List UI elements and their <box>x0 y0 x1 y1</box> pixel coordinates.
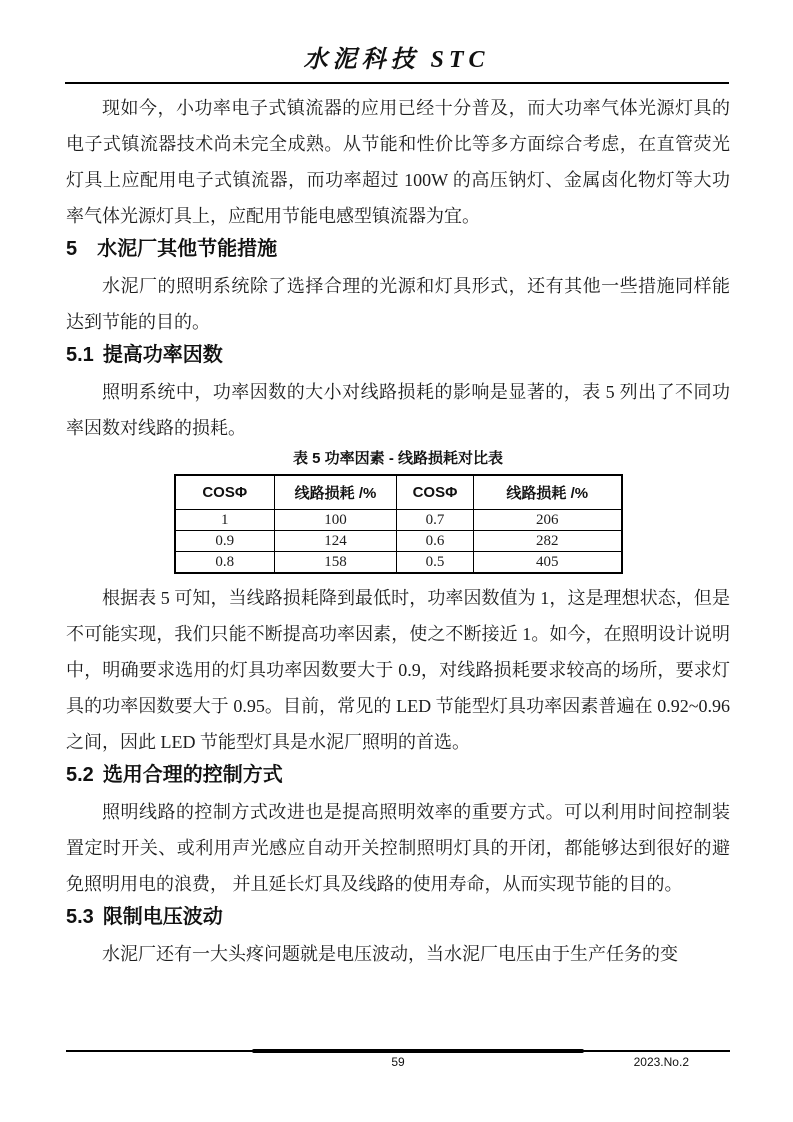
paragraph-power-factor: 照明系统中，功率因数的大小对线路损耗的影响是显著的，表 5 列出了不同功率因数对线路的损耗。 <box>66 382 730 438</box>
footer-rule-bulge <box>252 1049 584 1053</box>
paragraph-voltage-fluctuation: 水泥厂还有一大头疼问题就是电压波动，当水泥厂电压由于生产任务的变 <box>102 944 678 964</box>
table-cell: 206 <box>474 510 622 531</box>
section-heading-5-2 <box>66 760 730 790</box>
header-rule <box>65 82 729 84</box>
table-caption: 表 5 功率因素 - 线路损耗对比表 <box>292 450 503 467</box>
table-row <box>175 531 622 552</box>
paragraph-table-analysis: 根据表 5 可知，当线路损耗降到最低时，功率因数值为 1，这是理想状态，但是不可能实现，我们只能不断提高功率因素，使之不断接近 1。如今，在照明设计说明中，明确要求选用的灯具功率因数要大于 0.9，对线路损耗要求较高的场所，要求灯具的功率因数要大于 0.95。目前，常见的 LED 节能型灯具功率因素普遍在 0.92~0.96 之间，因此 LED 节能型灯具是水泥厂照明的首选。 <box>66 588 730 752</box>
section-number: 5.3 <box>66 906 94 928</box>
table-header-cell: 线路损耗 /% <box>474 475 622 510</box>
paragraph-intro-measures: 水泥厂的照明系统除了选择合理的光源和灯具形式，还有其他一些措施同样能达到节能的目的。 <box>66 276 730 332</box>
table-header-cell: COSΦ <box>397 475 474 510</box>
section-title: 限制电压波动 <box>102 906 223 928</box>
section-heading-5-1 <box>66 340 730 370</box>
table-cell: 158 <box>275 552 397 574</box>
table-cell: 0.9 <box>175 531 275 552</box>
table-cell: 1 <box>175 510 275 531</box>
footer-rule <box>66 1050 730 1052</box>
table-header-cell: COSΦ <box>175 475 275 510</box>
paragraph-ballast: 现如今，小功率电子式镇流器的应用已经十分普及，而大功率气体光源灯具的电子式镇流器技术尚未完全成熟。从节能和性价比等多方面综合考虑，在直管荧光灯具上应配用电子式镇流器，而功率超过 100W 的高压钠灯、金属卤化物灯等大功率气体光源灯具上，应配用节能电感型镇流器为宜。 <box>66 98 730 226</box>
table-cell: 0.8 <box>175 552 275 574</box>
page-content <box>66 90 730 972</box>
section-heading-5-3 <box>66 902 730 932</box>
table-cell: 100 <box>275 510 397 531</box>
table-row <box>175 552 622 574</box>
table-header-row <box>175 475 622 510</box>
section-number: 5 <box>66 238 78 260</box>
page-number: 59 <box>391 1055 405 1069</box>
table-cell: 282 <box>474 531 622 552</box>
section-heading-5 <box>66 234 730 264</box>
table-cell: 0.5 <box>397 552 474 574</box>
section-title: 选用合理的控制方式 <box>102 764 283 786</box>
table-cell: 0.6 <box>397 531 474 552</box>
section-title: 提高功率因数 <box>102 344 223 366</box>
section-number: 5.2 <box>66 764 94 786</box>
issue-label: 2023.No.2 <box>633 1055 689 1069</box>
table-cell: 124 <box>275 531 397 552</box>
paragraph-control-method: 照明线路的控制方式改进也是提高照明效率的重要方式。可以利用时间控制装置定时开关、或利用声光感应自动开关控制照明灯具的开闭，都能够达到很好的避免照明用电的浪费， 并且延长灯具及线路的使用寿命，从而实现节能的目的。 <box>66 802 730 894</box>
section-title: 水泥厂其他节能措施 <box>97 238 278 260</box>
journal-title: 水泥科技 STC <box>303 47 490 73</box>
power-factor-loss-table <box>174 474 623 574</box>
table-cell: 405 <box>474 552 622 574</box>
table-cell: 0.7 <box>397 510 474 531</box>
page-footer <box>66 1055 730 1073</box>
table-header-cell: 线路损耗 /% <box>275 475 397 510</box>
table-row <box>175 510 622 531</box>
section-number: 5.1 <box>66 344 94 366</box>
